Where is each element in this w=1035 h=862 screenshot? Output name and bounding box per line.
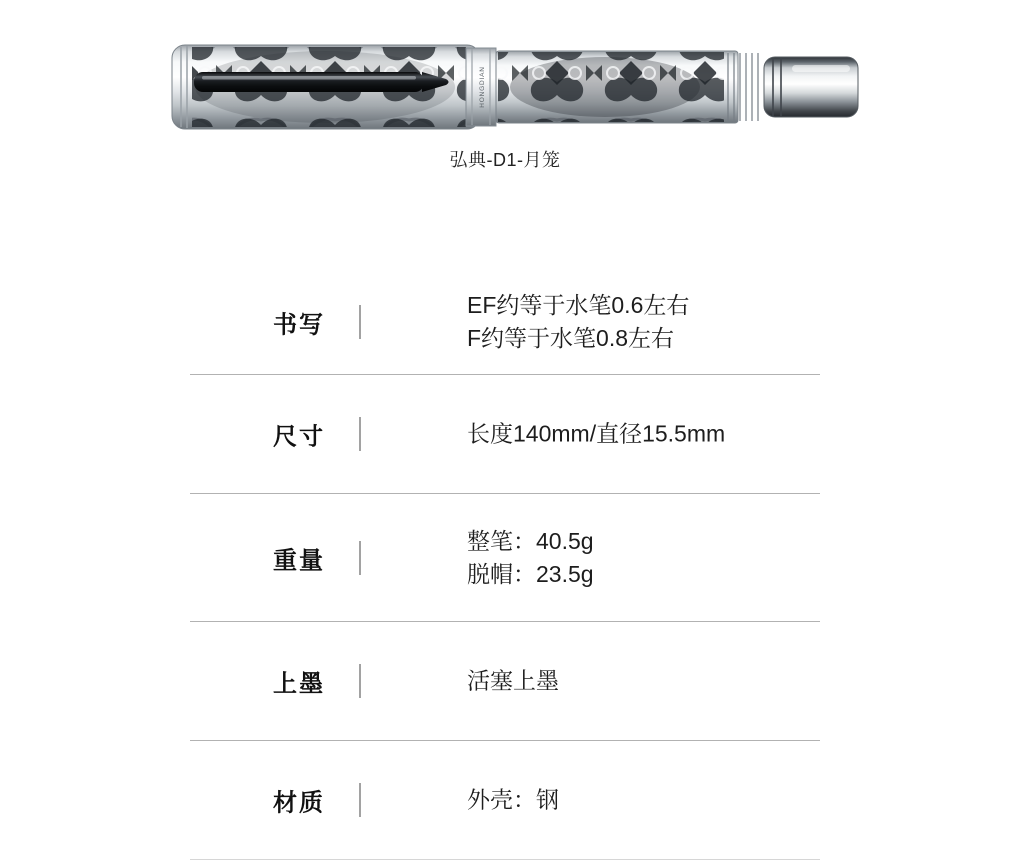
spec-value [467,418,725,451]
spec-value-line: EF约等于水笔0.6左右 [467,292,690,318]
spec-value-line: 脱帽：23.5g [467,560,594,587]
spec-value-line: F约等于水笔0.8左右 [467,325,675,351]
spec-value-line: 活塞上墨 [467,667,559,694]
spec-value [467,525,594,591]
label-value-divider [359,664,361,698]
spec-value-line: 外壳：钢 [467,786,559,813]
pen-cap-band [466,48,496,126]
spec-row-weight [190,494,820,622]
pen-illustration [150,28,870,138]
product-image [150,28,870,138]
spec-row-size [190,375,820,494]
pen-clip [194,72,449,92]
spec-label: 重量 [273,547,325,574]
spec-row-material [190,741,820,860]
label-value-divider [359,541,361,575]
spec-value-line: 长度140mm/直径15.5mm [467,420,726,447]
spec-value-line: 整笔：40.5g [467,527,594,554]
label-value-divider [359,783,361,817]
spec-row-writing [190,270,820,375]
product-title: 弘典-D1-月笼 [449,150,561,170]
pen-barrel [496,51,758,123]
spec-value [467,289,689,355]
spec-table [190,270,820,860]
label-value-divider [359,417,361,451]
spec-label: 尺寸 [273,423,325,451]
spec-label: 材质 [273,789,325,817]
spec-value [467,665,559,698]
spec-row-filling [190,622,820,741]
spec-label: 上墨 [273,670,325,698]
pen-piston-knob [764,57,858,117]
spec-value [467,784,559,817]
spec-label: 书写 [273,311,325,339]
label-value-divider [359,305,361,339]
engraved-brand-text: HONGDIAN [479,66,486,108]
